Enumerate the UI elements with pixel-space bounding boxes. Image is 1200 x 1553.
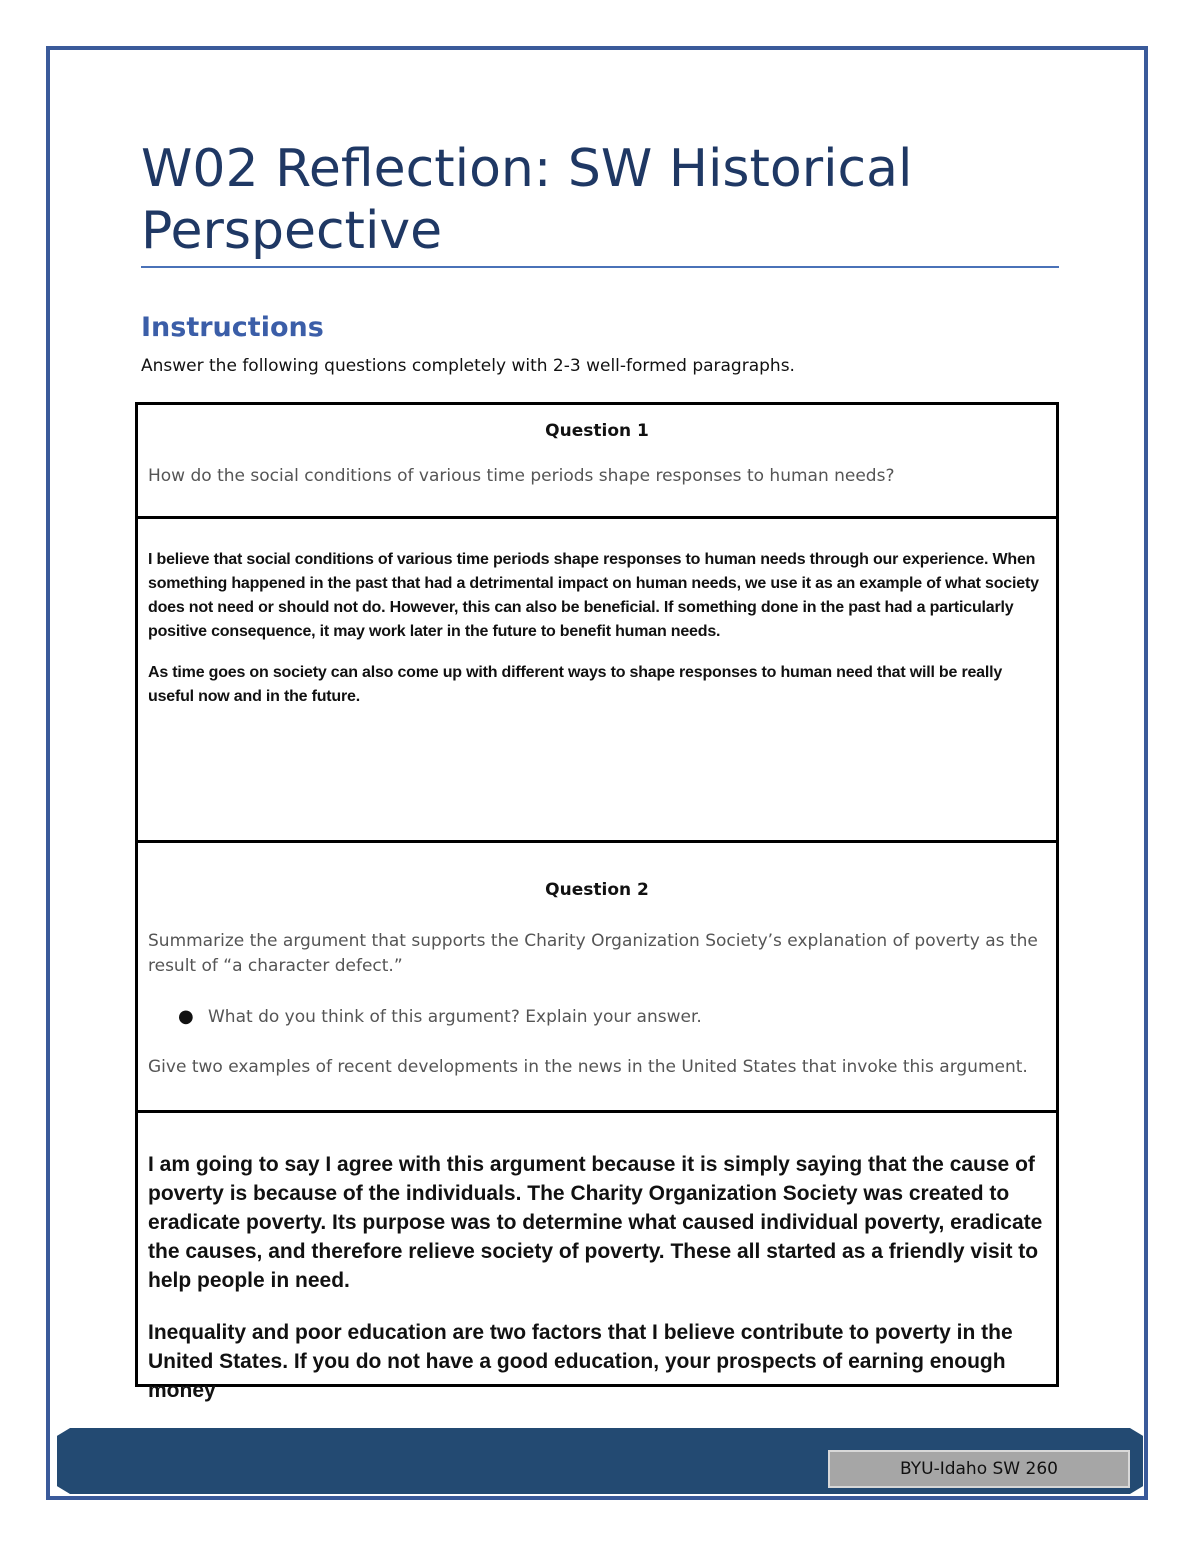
answer-paragraph: As time goes on society can also come up with different ways to shape responses to human need that will be really useful now and in the future. xyxy=(148,664,1003,705)
question-2-label: Question 2 xyxy=(545,880,649,900)
question-2-bullet-text: What do you think of this argument? Explain your answer. xyxy=(208,1007,702,1027)
question-2-prompt: Summarize the argument that supports the Charity Organization Society’s explanation of poverty as the result of “a character defect.” xyxy=(148,931,1038,976)
questions-table xyxy=(135,402,1059,1402)
answer-paragraph: I believe that social conditions of various time periods shape responses to human needs through our experience. When something happened in the past that had a detrimental impact on human needs, we use it as an example of what society does not need or should not do. However, this can also be beneficial. If something done in the past had a particularly positive consequence, it may work later in the future to benefit human needs. xyxy=(148,551,1039,640)
answer-paragraph: Inequality and poor education are two factors that I believe contribute to poverty in the United States. If you do not have a good education, your prospects of earning enough money xyxy=(148,1321,1013,1402)
instructions-heading: Instructions xyxy=(141,312,324,343)
question-2-answer[interactable] xyxy=(148,1150,1048,1428)
question-1-label: Question 1 xyxy=(545,421,649,441)
question-1-answer[interactable] xyxy=(148,548,1048,726)
footer-course-label: BYU-Idaho SW 260 xyxy=(828,1450,1130,1488)
question-1-prompt: How do the social conditions of various time periods shape responses to human needs? xyxy=(148,466,895,486)
question-1-answer-cell[interactable] xyxy=(138,519,1056,841)
question-2-cell xyxy=(138,843,1056,1111)
title-line-2: Perspective xyxy=(141,201,443,261)
page-title xyxy=(141,138,1041,262)
title-line-1: W02 Reflection: SW Historical xyxy=(141,139,913,199)
question-2-answer-cell[interactable] xyxy=(138,1113,1056,1402)
answer-paragraph: I am going to say I agree with this argument because it is simply saying that the cause of poverty is because of the individuals. The Charity Organization Society was created to eradicate poverty. Its purpose was to determine what caused individual poverty, eradicate the causes, and therefore relieve society of poverty. These all started as a friendly visit to help people in need. xyxy=(148,1153,1043,1292)
bullet-icon: ● xyxy=(178,1006,194,1027)
question-2-bullet xyxy=(178,1006,1038,1027)
question-1-cell xyxy=(138,405,1056,517)
question-2-followup: Give two examples of recent developments in the news in the United States that invoke this argument. xyxy=(148,1057,1028,1077)
instructions-text: Answer the following questions completely with 2-3 well-formed paragraphs. xyxy=(141,356,795,376)
title-underline xyxy=(141,266,1059,268)
